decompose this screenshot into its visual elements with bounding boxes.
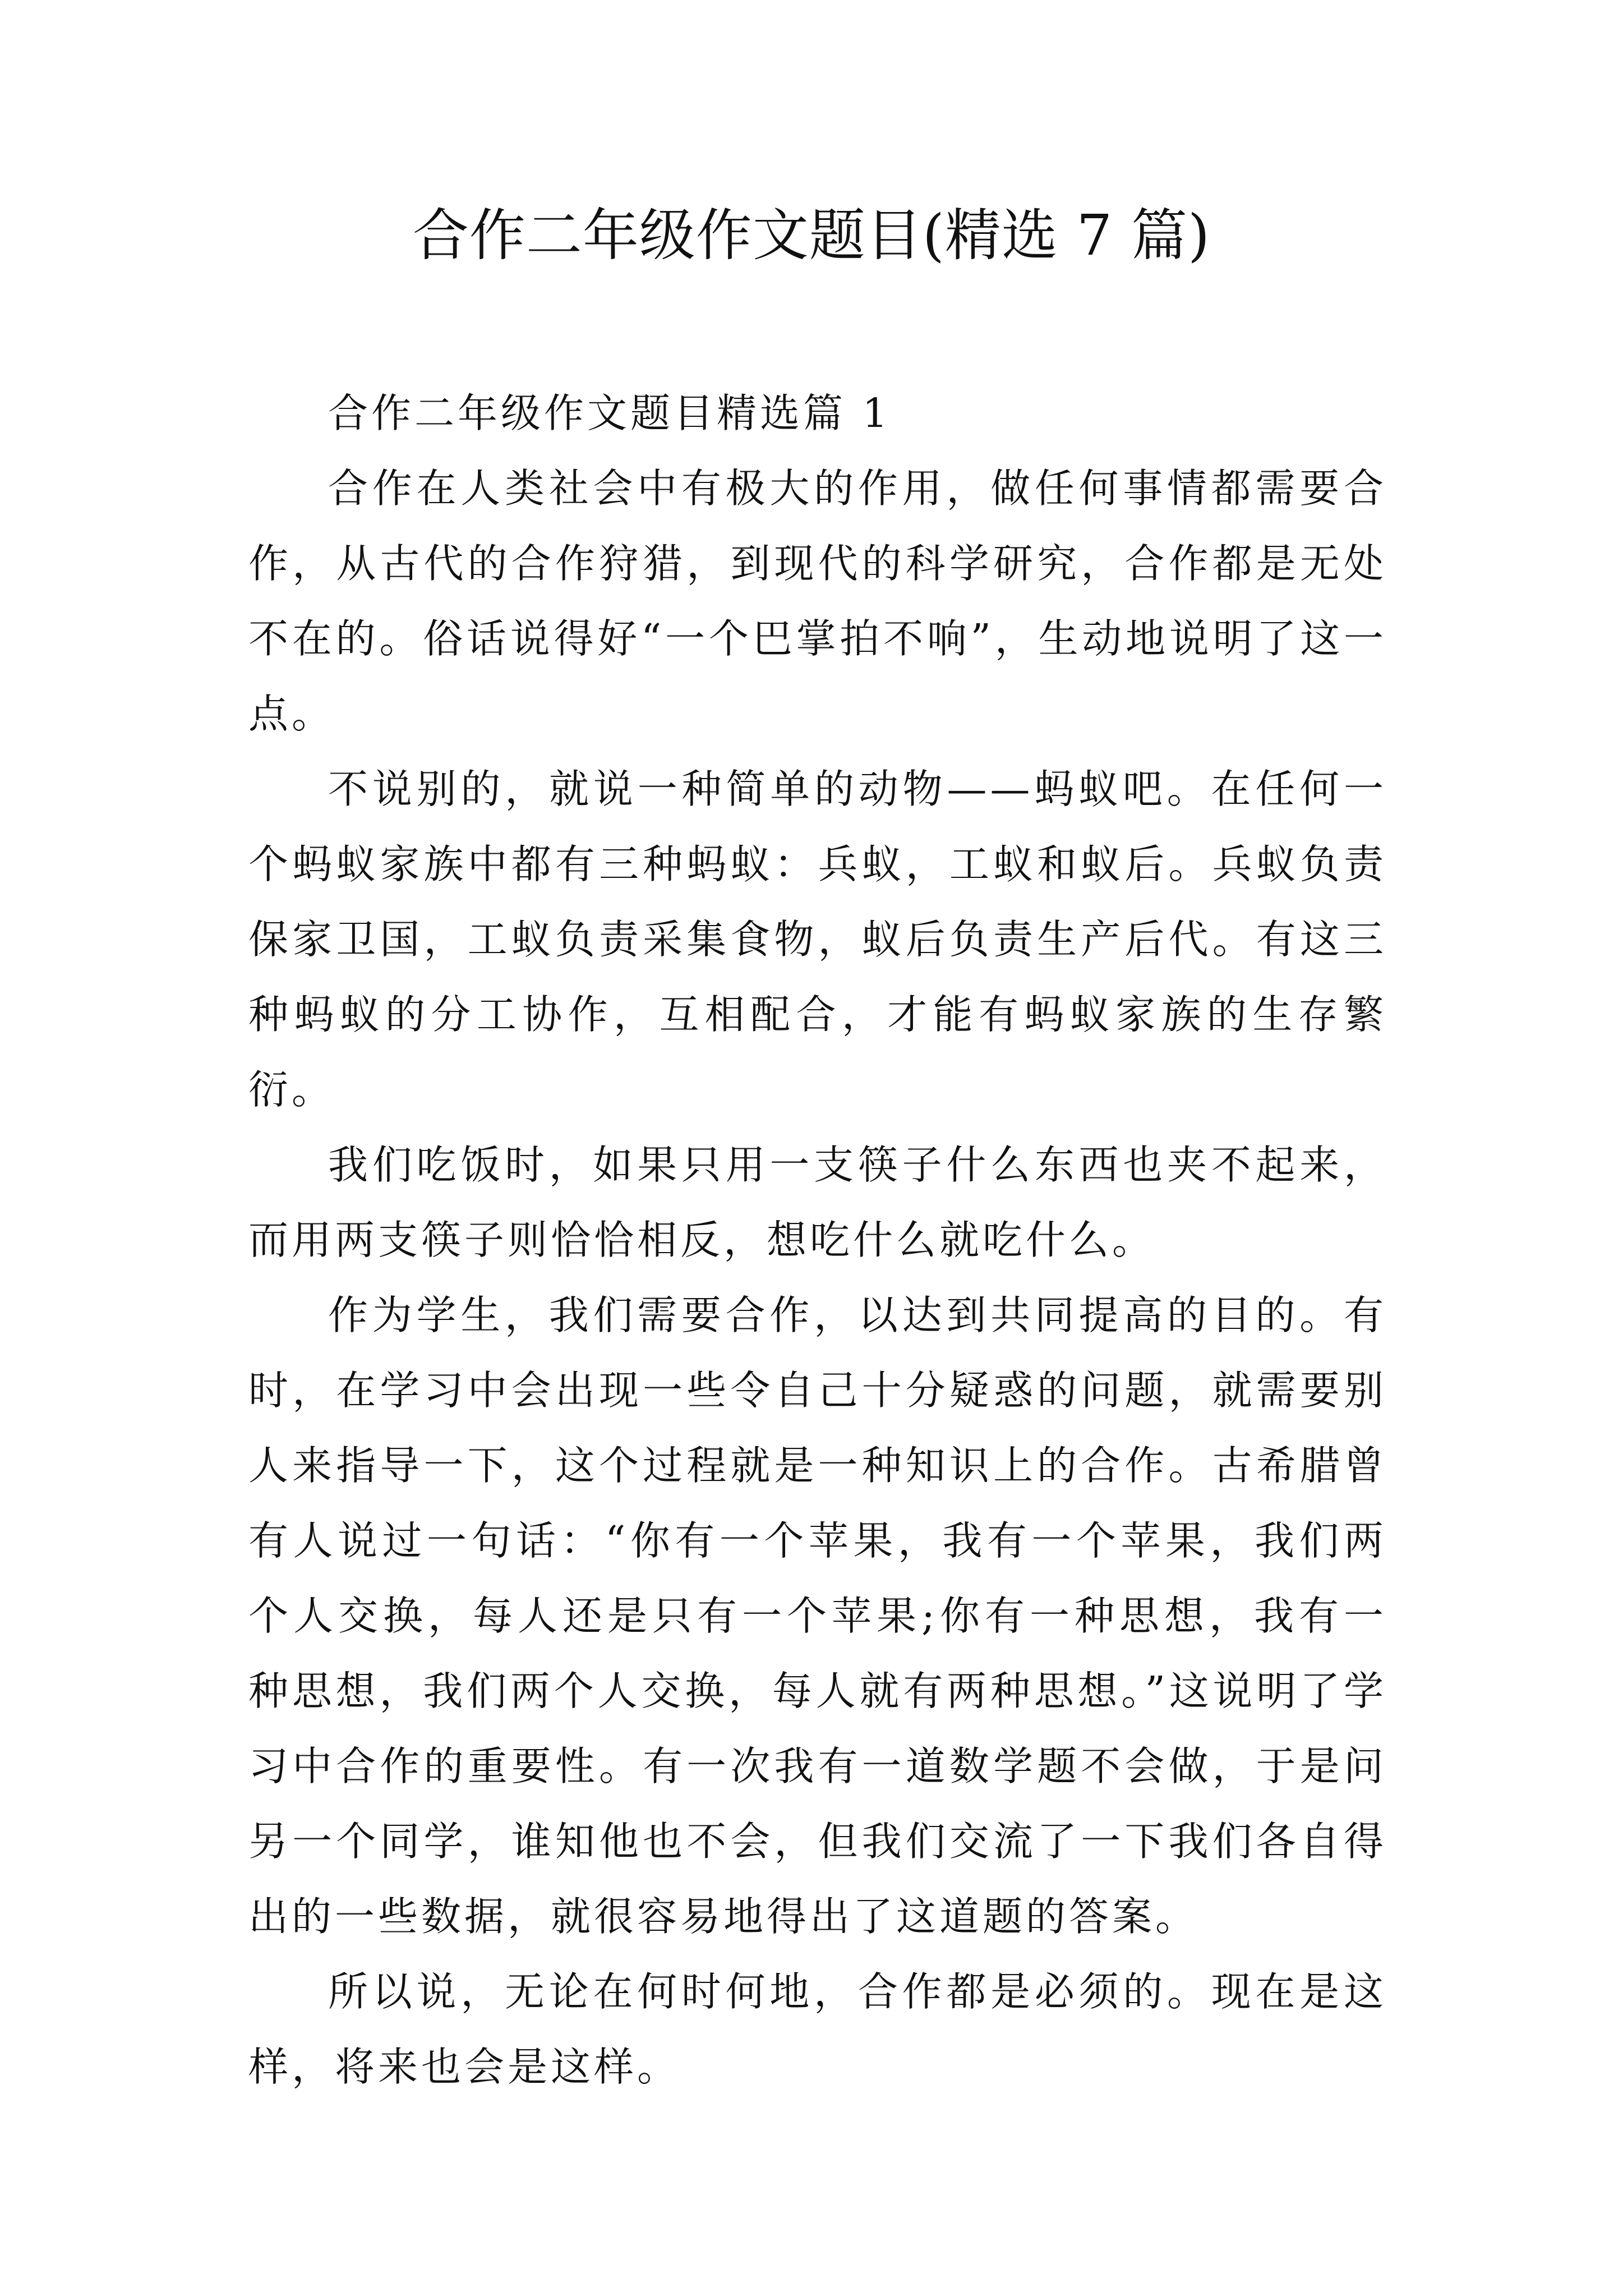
document-title: 合作二年级作文题目(精选 7 篇) xyxy=(412,203,1211,268)
section-heading: 合作二年级作文题目精选篇 1 xyxy=(328,390,891,436)
paragraph: 合作在人类社会中有极大的作用，做任何事情都需要合作，从古代的合作狩猎，到现代的科学研究，合作都是无处不在的。俗话说得好“一个巴掌拍不响”，生动地说明了这一点。 xyxy=(248,465,1387,737)
paragraph: 所以说，无论在何时何地，合作都是必须的。现在是这样，将来也会是这样。 xyxy=(248,1968,1387,2090)
paragraph: 作为学生，我们需要合作，以达到共同提高的目的。有时，在学习中会出现一些令自己十分疑惑的问题，就需要别人来指导一下，这个过程就是一种知识上的合作。古希腊曾有人说过一句话：“你有一个苹果，我有一个苹果，我们两个人交换，每人还是只有一个苹果;你有一种思想，我有一种思想，我们两个人交换，每人就有两种思想。”这说明了学习中合作的重要性。有一次我有一道数学题不会做，于是问另一个同学，谁知他也不会，但我们交流了一下我们各自得出的一些数据，就很容易地得出了这道题的答案。 xyxy=(248,1292,1387,1940)
document-body xyxy=(248,376,1387,2105)
paragraph: 不说别的，就说一种简单的动物——蚂蚁吧。在任何一个蚂蚁家族中都有三种蚂蚁：兵蚁，工蚁和蚁后。兵蚁负责保家卫国，工蚁负责采集食物，蚁后负责生产后代。有这三种蚂蚁的分工协作，互相配合，才能有蚂蚁家族的生存繁衍。 xyxy=(248,766,1387,1113)
paragraph: 我们吃饭时，如果只用一支筷子什么东西也夹不起来，而用两支筷子则恰恰相反，想吃什么就吃什么。 xyxy=(248,1142,1387,1263)
